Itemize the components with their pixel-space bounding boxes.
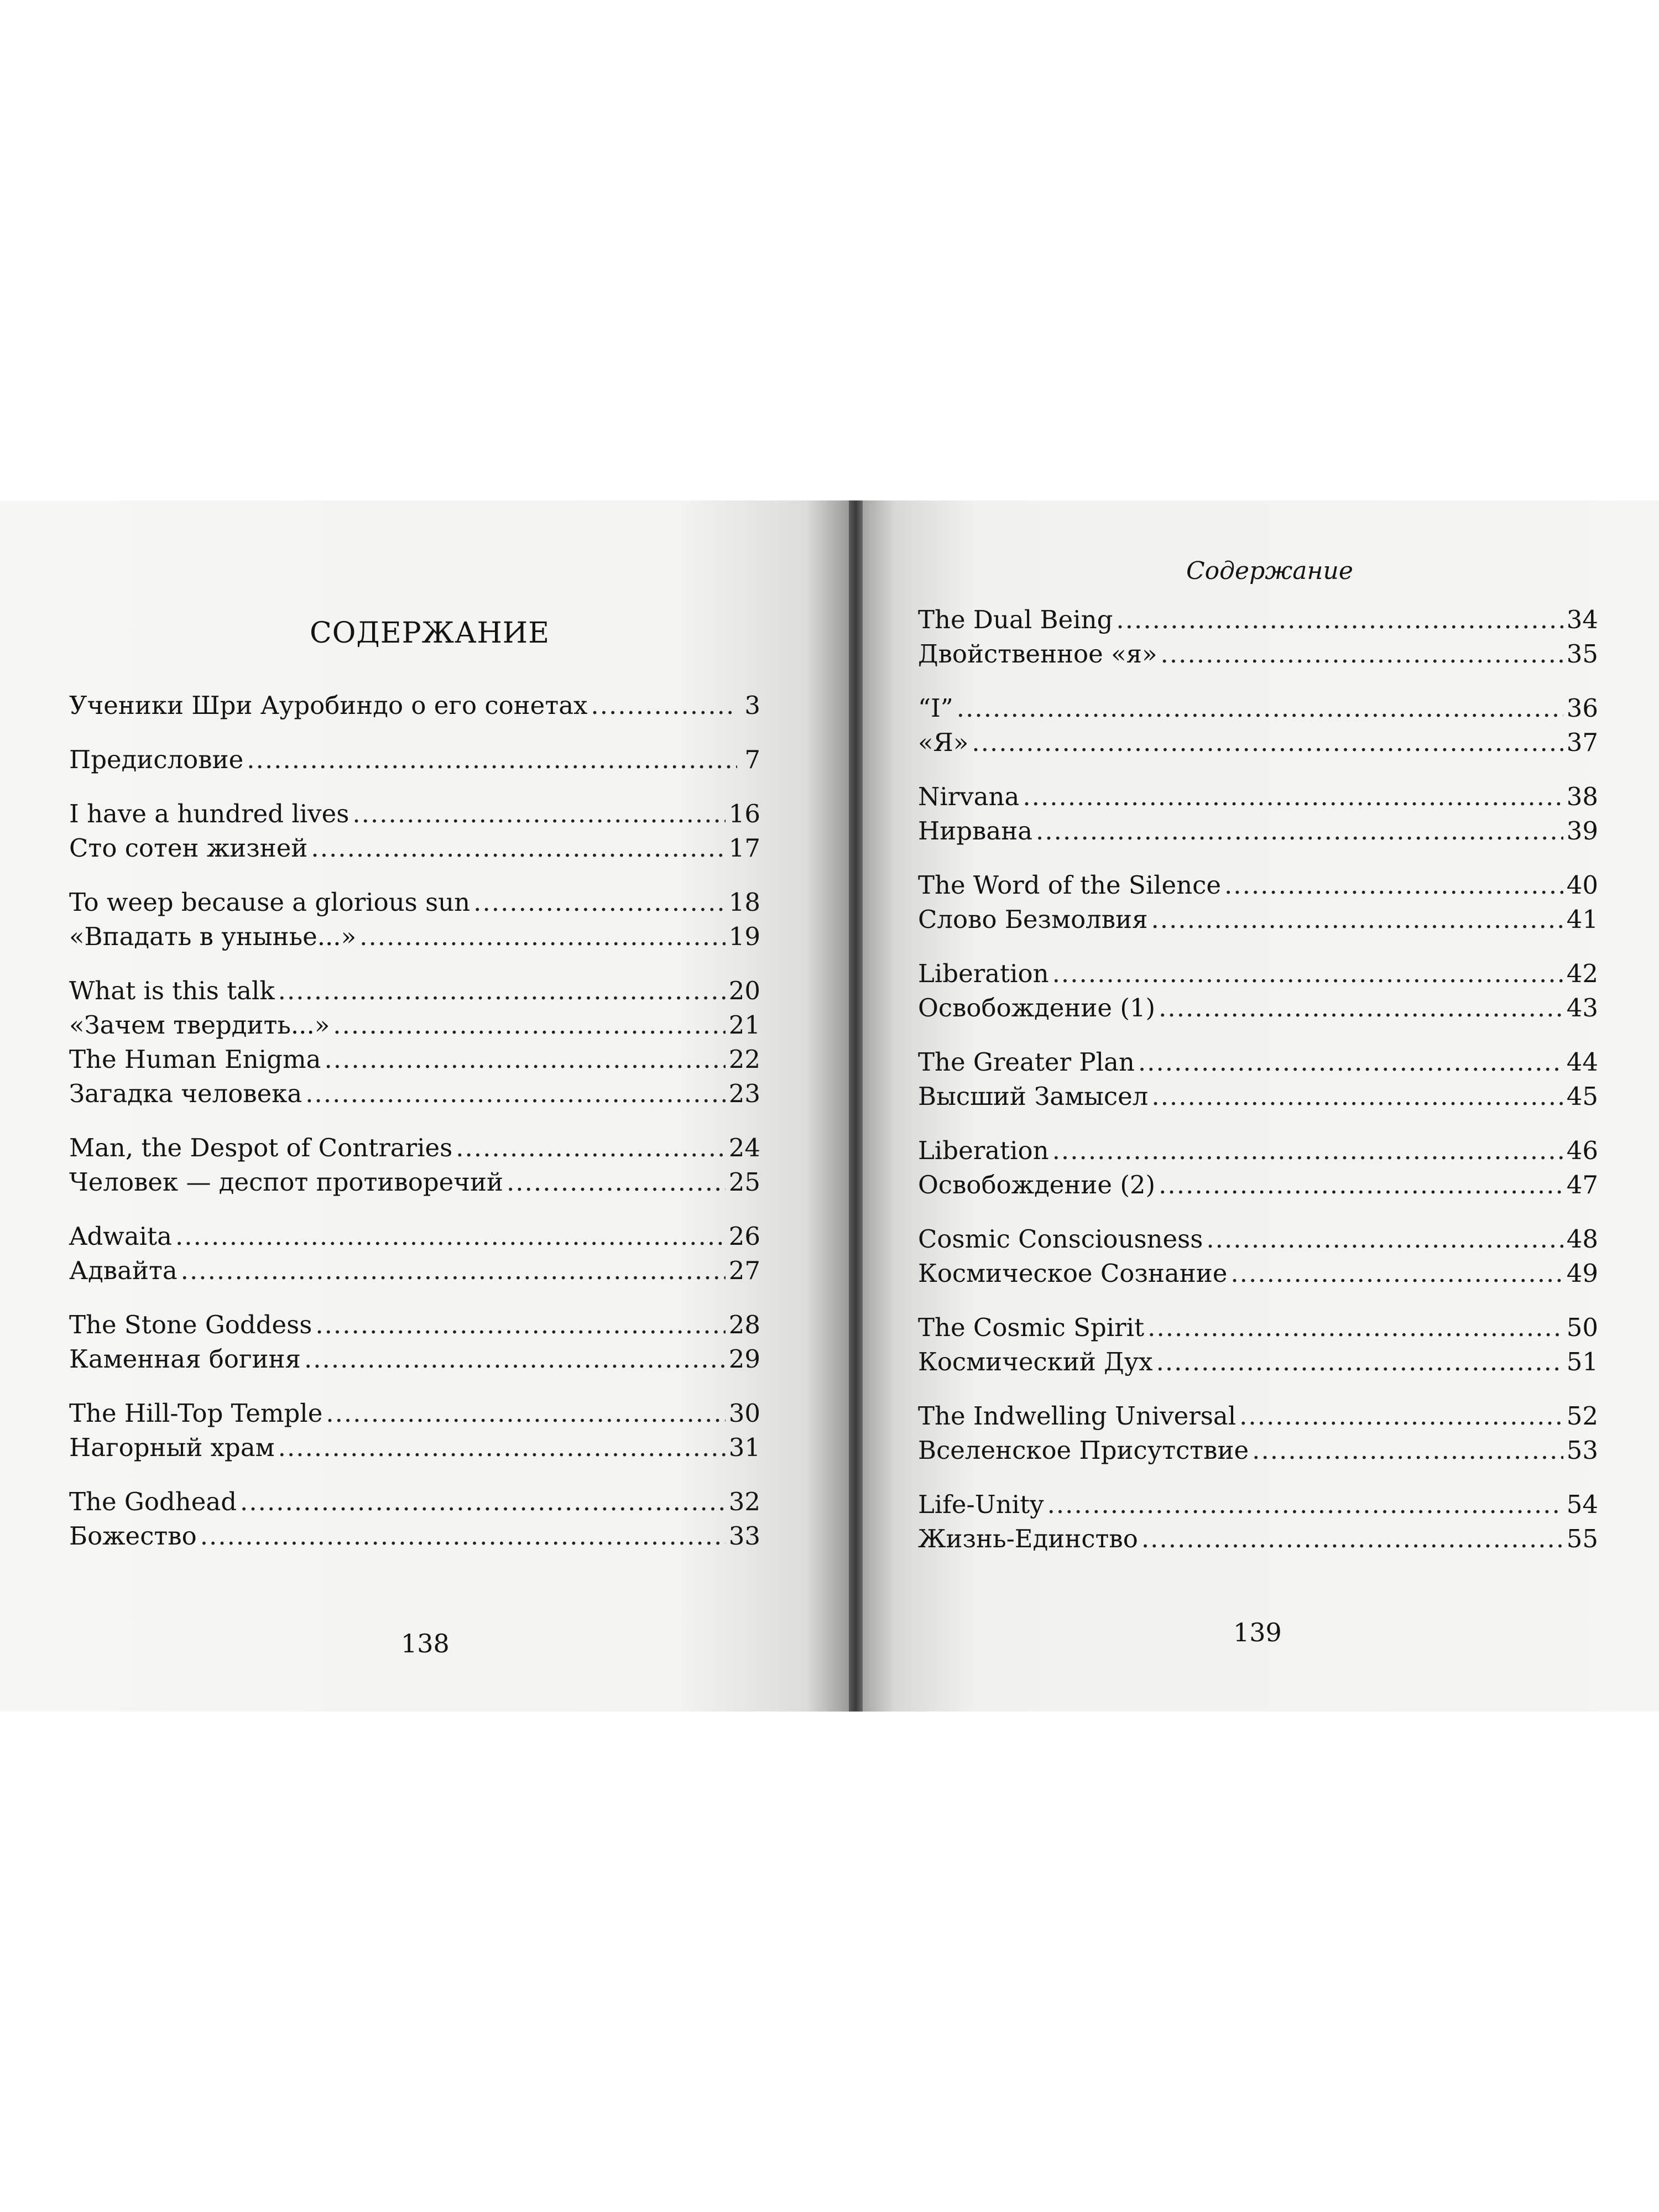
toc-entry-title: Каменная богиня — [69, 1344, 301, 1374]
toc-entry — [918, 1256, 1598, 1291]
toc-entry-page: 28 — [728, 1310, 760, 1339]
toc-leader-dots — [1138, 1045, 1563, 1079]
toc-leader-dots — [305, 1077, 726, 1111]
toc-entry — [918, 1399, 1598, 1433]
toc-leader-dots — [1159, 1168, 1563, 1202]
toc-entry-page: 24 — [728, 1133, 760, 1162]
toc-entry-page: 39 — [1566, 816, 1598, 846]
toc-leader-dots — [175, 1219, 726, 1254]
toc-entry-title: The Word of the Silence — [918, 870, 1221, 900]
toc-entry-title: Nirvana — [918, 782, 1020, 811]
toc-leader-dots — [1252, 1433, 1563, 1468]
toc-leader-dots — [200, 1519, 726, 1553]
toc-entry-page: 29 — [728, 1344, 760, 1374]
toc-leader-dots — [359, 920, 726, 954]
toc-entry — [918, 603, 1598, 637]
toc-entry — [69, 1431, 760, 1465]
toc-leader-dots — [1230, 1256, 1563, 1291]
toc-entry — [918, 868, 1598, 902]
toc-leader-dots — [240, 1485, 726, 1519]
toc-entry-title: «Зачем твердить...» — [69, 1010, 330, 1040]
toc-entry-page: 23 — [728, 1079, 760, 1108]
toc-entry-page: 3 — [744, 691, 760, 720]
running-head: Содержание — [1186, 557, 1353, 585]
toc-heading: СОДЕРЖАНИЕ — [310, 617, 550, 650]
toc-entry-page: 18 — [728, 888, 760, 917]
book-spread — [0, 500, 1659, 1712]
toc-entry-page: 7 — [744, 745, 760, 774]
toc-entry-title: Предисловие — [69, 745, 244, 774]
toc-leader-dots — [324, 1042, 725, 1077]
toc-entry-title: The Dual Being — [918, 605, 1113, 634]
toc-entry — [69, 1042, 760, 1077]
toc-entry-page: 51 — [1566, 1347, 1598, 1376]
page-number-right: 139 — [1233, 1618, 1282, 1647]
toc-leader-dots — [315, 1308, 725, 1342]
toc-entry-title: Освобождение (2) — [918, 1170, 1156, 1199]
toc-entry-title: I have a hundred lives — [69, 799, 349, 828]
toc-leader-dots — [1052, 1134, 1563, 1168]
toc-entry — [69, 1342, 760, 1376]
toc-entry-title: Man, the Despot of Contraries — [69, 1133, 453, 1162]
toc-entry — [918, 1311, 1598, 1345]
toc-entry — [918, 814, 1598, 848]
right-page — [863, 500, 1659, 1712]
toc-entry-title: What is this talk — [69, 976, 275, 1005]
toc-entry-title: Высший Замысел — [918, 1082, 1149, 1111]
toc-entry — [918, 1345, 1598, 1379]
toc-entry-page: 44 — [1566, 1047, 1598, 1077]
toc-entry-page: 16 — [728, 799, 760, 828]
toc-leader-dots — [1161, 637, 1563, 671]
toc-entry — [69, 1254, 760, 1288]
toc-entry-page: 37 — [1566, 728, 1598, 757]
toc-entry-title: «Впадать в уныньe...» — [69, 922, 357, 951]
toc-entry-title: Сто сотен жизней — [69, 833, 308, 863]
toc-entry — [69, 1308, 760, 1342]
toc-entry-page: 43 — [1566, 993, 1598, 1022]
toc-entry-page: 31 — [728, 1433, 760, 1462]
toc-entry-title: «Я» — [918, 728, 969, 757]
toc-entry — [918, 957, 1598, 991]
toc-entry — [918, 1488, 1598, 1522]
toc-entry-title: Life-Unity — [918, 1490, 1044, 1519]
left-page — [0, 500, 849, 1712]
toc-leader-dots — [1141, 1522, 1563, 1556]
toc-entry-page: 34 — [1566, 605, 1598, 634]
toc-entry — [918, 691, 1598, 726]
toc-entry-title: The Indwelling Universal — [918, 1401, 1237, 1431]
toc-leader-dots — [1022, 780, 1563, 814]
toc-entry-page: 55 — [1566, 1524, 1598, 1553]
toc-entry-title: Нагорный храм — [69, 1433, 275, 1462]
toc-entry-title: The Stone Goddess — [69, 1310, 312, 1339]
toc-entry — [69, 1396, 760, 1431]
toc-entry-page: 46 — [1566, 1136, 1598, 1165]
toc-leader-dots — [1151, 902, 1563, 937]
book-spine — [849, 500, 863, 1712]
toc-list-right — [918, 603, 1598, 1556]
toc-entry — [69, 688, 760, 723]
toc-leader-dots — [1036, 814, 1563, 848]
toc-entry-page: 30 — [728, 1399, 760, 1428]
toc-entry-page: 26 — [728, 1222, 760, 1251]
toc-entry-page: 19 — [728, 922, 760, 951]
toc-entry-title: The Greater Plan — [918, 1047, 1135, 1077]
toc-entry-page: 49 — [1566, 1259, 1598, 1288]
toc-leader-dots — [278, 1431, 726, 1465]
toc-entry-title: Человек — деспот противоречий — [69, 1167, 503, 1197]
toc-entry-page: 47 — [1566, 1170, 1598, 1199]
toc-entry — [918, 1222, 1598, 1256]
toc-leader-dots — [304, 1342, 726, 1376]
toc-entry-page: 27 — [728, 1256, 760, 1285]
toc-entry-title: “I” — [918, 693, 953, 723]
toc-entry — [69, 831, 760, 865]
toc-entry-title: The Godhead — [69, 1487, 237, 1516]
toc-entry-title: Освобождение (1) — [918, 993, 1156, 1022]
toc-entry-page: 53 — [1566, 1436, 1598, 1465]
toc-entry-title: Божество — [69, 1521, 197, 1551]
toc-entry-page: 41 — [1566, 905, 1598, 934]
toc-entry-title: Вселенское Присутствие — [918, 1436, 1249, 1465]
toc-leader-dots — [473, 885, 726, 920]
toc-entry-title: The Human Enigma — [69, 1045, 321, 1074]
toc-entry-title: To weep because a glorious sun — [69, 888, 471, 917]
toc-leader-dots — [1151, 1079, 1563, 1114]
toc-leader-dots — [311, 831, 725, 865]
toc-entry — [918, 1134, 1598, 1168]
toc-entry — [918, 780, 1598, 814]
toc-leader-dots — [1116, 603, 1563, 637]
toc-leader-dots — [247, 743, 737, 777]
toc-list-left — [69, 688, 760, 1553]
toc-leader-dots — [1239, 1399, 1563, 1433]
toc-entry-title: The Hill-Top Temple — [69, 1399, 323, 1428]
toc-entry-page: 42 — [1566, 959, 1598, 988]
toc-leader-dots — [972, 726, 1563, 760]
toc-entry — [918, 902, 1598, 937]
toc-entry — [69, 1165, 760, 1199]
toc-entry-page: 36 — [1566, 693, 1598, 723]
toc-leader-dots — [326, 1396, 725, 1431]
toc-entry — [918, 1522, 1598, 1556]
toc-entry-title: Ученики Шри Ауробиндо о его сонетах — [69, 691, 588, 720]
toc-leader-dots — [1047, 1488, 1563, 1522]
toc-entry-page: 40 — [1566, 870, 1598, 900]
toc-entry-title: The Cosmic Spirit — [918, 1313, 1145, 1342]
toc-leader-dots — [1052, 957, 1563, 991]
toc-entry-page: 25 — [728, 1167, 760, 1197]
toc-leader-dots — [957, 691, 1563, 726]
toc-leader-dots — [1156, 1345, 1563, 1379]
toc-entry — [69, 1219, 760, 1254]
toc-entry — [69, 1519, 760, 1553]
toc-entry — [69, 797, 760, 831]
toc-leader-dots — [333, 1008, 725, 1042]
page-number-left: 138 — [401, 1629, 450, 1658]
toc-leader-dots — [352, 797, 725, 831]
toc-entry-title: Космическое Сознание — [918, 1259, 1228, 1288]
toc-leader-dots — [591, 688, 737, 723]
toc-leader-dots — [1206, 1222, 1563, 1256]
toc-entry — [918, 726, 1598, 760]
toc-entry-title: Загадка человека — [69, 1079, 302, 1108]
toc-entry — [918, 1168, 1598, 1202]
toc-entry — [69, 1077, 760, 1111]
toc-leader-dots — [278, 974, 726, 1008]
toc-leader-dots — [1147, 1311, 1563, 1345]
toc-entry-title: Двойственное «я» — [918, 639, 1157, 669]
toc-entry-title: Liberation — [918, 959, 1049, 988]
toc-entry-page: 20 — [728, 976, 760, 1005]
toc-entry-page: 32 — [728, 1487, 760, 1516]
toc-entry — [918, 637, 1598, 671]
toc-leader-dots — [456, 1131, 726, 1165]
toc-entry-page: 21 — [728, 1010, 760, 1040]
toc-entry-page: 38 — [1566, 782, 1598, 811]
toc-entry-title: Liberation — [918, 1136, 1049, 1165]
toc-leader-dots — [507, 1165, 726, 1199]
toc-entry-title: Adwaita — [69, 1222, 172, 1251]
toc-entry-page: 17 — [728, 833, 760, 863]
toc-leader-dots — [1159, 991, 1563, 1025]
toc-leader-dots — [181, 1254, 726, 1288]
toc-entry-page: 45 — [1566, 1082, 1598, 1111]
toc-entry-page: 48 — [1566, 1224, 1598, 1254]
toc-entry-page: 50 — [1566, 1313, 1598, 1342]
toc-entry — [69, 743, 760, 777]
toc-entry-title: Нирвана — [918, 816, 1033, 846]
toc-entry-title: Жизнь-Единство — [918, 1524, 1138, 1553]
toc-entry — [69, 1485, 760, 1519]
toc-entry — [69, 1008, 760, 1042]
toc-entry-page: 33 — [728, 1521, 760, 1551]
toc-entry-page: 52 — [1566, 1401, 1598, 1431]
toc-entry — [918, 1433, 1598, 1468]
toc-entry-page: 54 — [1566, 1490, 1598, 1519]
toc-entry-page: 35 — [1566, 639, 1598, 669]
toc-entry-title: Космический Дух — [918, 1347, 1153, 1376]
toc-entry — [69, 974, 760, 1008]
toc-entry — [918, 991, 1598, 1025]
toc-entry-title: Слово Безмолвия — [918, 905, 1148, 934]
toc-entry-title: Cosmic Consciousness — [918, 1224, 1203, 1254]
toc-entry — [918, 1079, 1598, 1114]
toc-entry — [69, 885, 760, 920]
toc-entry-page: 22 — [728, 1045, 760, 1074]
toc-leader-dots — [1224, 868, 1563, 902]
toc-entry — [918, 1045, 1598, 1079]
toc-entry — [69, 920, 760, 954]
toc-entry-title: Адвайта — [69, 1256, 178, 1285]
toc-entry — [69, 1131, 760, 1165]
